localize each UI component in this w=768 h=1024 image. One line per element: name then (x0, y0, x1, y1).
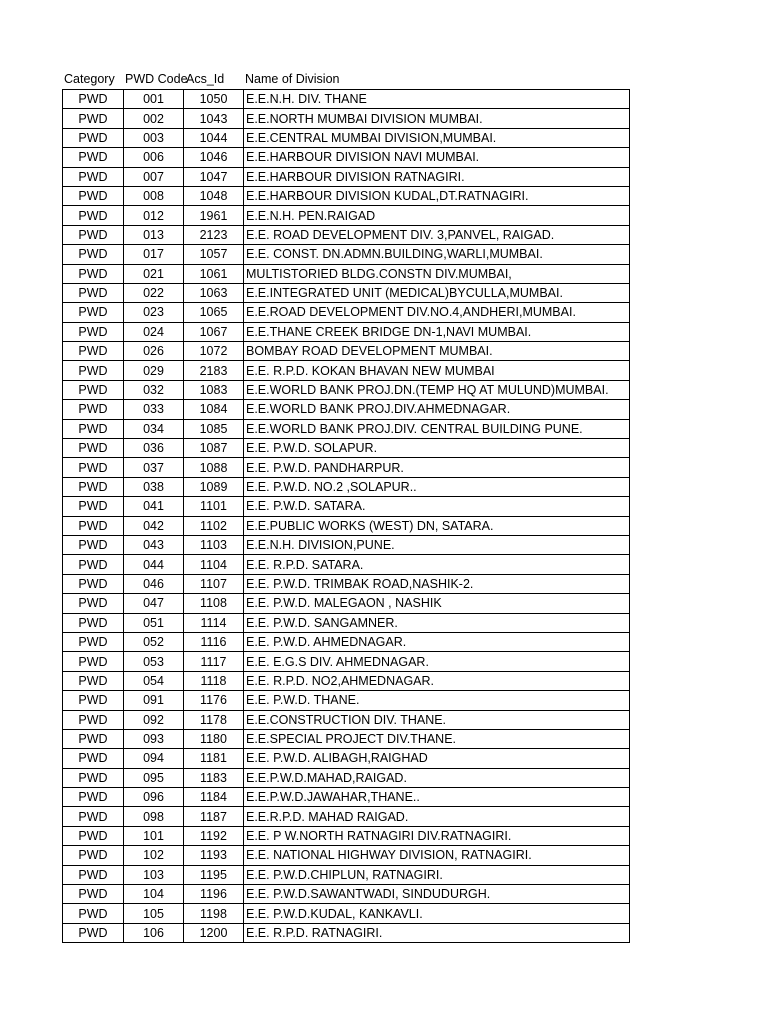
cell-pwd-code: 053 (124, 652, 184, 671)
cell-division-name: E.E. P.W.D. THANE. (244, 691, 630, 710)
cell-acs-id: 1063 (184, 283, 244, 302)
cell-acs-id: 1118 (184, 671, 244, 690)
cell-acs-id: 1044 (184, 128, 244, 147)
cell-pwd-code: 041 (124, 497, 184, 516)
cell-division-name: MULTISTORIED BLDG.CONSTN DIV.MUMBAI, (244, 264, 630, 283)
cell-pwd-code: 098 (124, 807, 184, 826)
cell-acs-id: 1183 (184, 768, 244, 787)
cell-category: PWD (63, 90, 124, 109)
table-row (63, 400, 630, 419)
cell-division-name: E.E. P.W.D. PANDHARPUR. (244, 458, 630, 477)
cell-pwd-code: 026 (124, 342, 184, 361)
table-row (63, 419, 630, 438)
header-name-of-division: Name of Division (245, 72, 340, 86)
table-row (63, 555, 630, 574)
table-row (63, 342, 630, 361)
cell-division-name: E.E.THANE CREEK BRIDGE DN-1,NAVI MUMBAI. (244, 322, 630, 341)
cell-division-name: E.E. R.P.D. RATNAGIRI. (244, 923, 630, 942)
cell-division-name: E.E. P W.NORTH RATNAGIRI DIV.RATNAGIRI. (244, 826, 630, 845)
cell-pwd-code: 036 (124, 439, 184, 458)
cell-acs-id: 1057 (184, 245, 244, 264)
cell-pwd-code: 037 (124, 458, 184, 477)
cell-pwd-code: 095 (124, 768, 184, 787)
cell-acs-id: 1117 (184, 652, 244, 671)
cell-pwd-code: 046 (124, 574, 184, 593)
cell-pwd-code: 034 (124, 419, 184, 438)
table-row (63, 148, 630, 167)
division-table (62, 89, 630, 943)
cell-category: PWD (63, 148, 124, 167)
cell-category: PWD (63, 128, 124, 147)
cell-acs-id: 1088 (184, 458, 244, 477)
cell-acs-id: 2123 (184, 225, 244, 244)
cell-category: PWD (63, 245, 124, 264)
cell-acs-id: 1048 (184, 186, 244, 205)
header-pwd-code: PWD Code (125, 72, 188, 86)
table-row (63, 671, 630, 690)
cell-acs-id: 1180 (184, 729, 244, 748)
cell-acs-id: 1102 (184, 516, 244, 535)
cell-pwd-code: 105 (124, 904, 184, 923)
cell-division-name: E.E.WORLD BANK PROJ.DIV.AHMEDNAGAR. (244, 400, 630, 419)
cell-division-name: E.E. P.W.D.KUDAL, KANKAVLI. (244, 904, 630, 923)
cell-division-name: E.E.PUBLIC WORKS (WEST) DN, SATARA. (244, 516, 630, 535)
cell-division-name: E.E. R.P.D. SATARA. (244, 555, 630, 574)
table-row (63, 710, 630, 729)
table-row (63, 167, 630, 186)
cell-category: PWD (63, 225, 124, 244)
cell-acs-id: 1087 (184, 439, 244, 458)
table-row (63, 380, 630, 399)
table-row (63, 632, 630, 651)
cell-division-name: E.E. P.W.D. SANGAMNER. (244, 613, 630, 632)
cell-category: PWD (63, 322, 124, 341)
cell-acs-id: 1181 (184, 749, 244, 768)
cell-category: PWD (63, 807, 124, 826)
cell-category: PWD (63, 632, 124, 651)
header-acs-id: Acs_Id (186, 72, 225, 86)
cell-pwd-code: 101 (124, 826, 184, 845)
cell-division-name: E.E. P.W.D. MALEGAON , NASHIK (244, 594, 630, 613)
cell-category: PWD (63, 167, 124, 186)
cell-pwd-code: 094 (124, 749, 184, 768)
cell-pwd-code: 008 (124, 186, 184, 205)
cell-pwd-code: 096 (124, 788, 184, 807)
cell-category: PWD (63, 788, 124, 807)
cell-division-name: E.E.WORLD BANK PROJ.DN.(TEMP HQ AT MULUND)MUMBAI. (244, 380, 630, 399)
cell-category: PWD (63, 555, 124, 574)
cell-acs-id: 1195 (184, 865, 244, 884)
table-row (63, 652, 630, 671)
cell-division-name: E.E.CONSTRUCTION DIV. THANE. (244, 710, 630, 729)
cell-pwd-code: 032 (124, 380, 184, 399)
division-sheet (62, 70, 630, 943)
cell-category: PWD (63, 710, 124, 729)
cell-acs-id: 1961 (184, 206, 244, 225)
cell-division-name: E.E.HARBOUR DIVISION RATNAGIRI. (244, 167, 630, 186)
cell-pwd-code: 104 (124, 885, 184, 904)
cell-acs-id: 1114 (184, 613, 244, 632)
cell-division-name: E.E. CONST. DN.ADMN.BUILDING,WARLI,MUMBAI. (244, 245, 630, 264)
cell-division-name: E.E. P.W.D. SATARA. (244, 497, 630, 516)
cell-division-name: BOMBAY ROAD DEVELOPMENT MUMBAI. (244, 342, 630, 361)
table-row (63, 477, 630, 496)
cell-division-name: E.E.CENTRAL MUMBAI DIVISION,MUMBAI. (244, 128, 630, 147)
cell-pwd-code: 021 (124, 264, 184, 283)
cell-division-name: E.E. P.W.D. ALIBAGH,RAIGHAD (244, 749, 630, 768)
cell-pwd-code: 091 (124, 691, 184, 710)
cell-acs-id: 1178 (184, 710, 244, 729)
cell-pwd-code: 013 (124, 225, 184, 244)
cell-acs-id: 1176 (184, 691, 244, 710)
cell-pwd-code: 051 (124, 613, 184, 632)
cell-acs-id: 1065 (184, 303, 244, 322)
cell-pwd-code: 103 (124, 865, 184, 884)
cell-acs-id: 1043 (184, 109, 244, 128)
table-row (63, 90, 630, 109)
cell-division-name: E.E. P.W.D. AHMEDNAGAR. (244, 632, 630, 651)
cell-acs-id: 1072 (184, 342, 244, 361)
table-row (63, 904, 630, 923)
table-row (63, 749, 630, 768)
cell-acs-id: 1107 (184, 574, 244, 593)
cell-acs-id: 2183 (184, 361, 244, 380)
cell-acs-id: 1104 (184, 555, 244, 574)
cell-category: PWD (63, 477, 124, 496)
cell-division-name: E.E.P.W.D.MAHAD,RAIGAD. (244, 768, 630, 787)
table-row (63, 574, 630, 593)
cell-acs-id: 1061 (184, 264, 244, 283)
cell-acs-id: 1084 (184, 400, 244, 419)
cell-pwd-code: 023 (124, 303, 184, 322)
cell-category: PWD (63, 691, 124, 710)
cell-division-name: E.E. R.P.D. NO2,AHMEDNAGAR. (244, 671, 630, 690)
cell-division-name: E.E. ROAD DEVELOPMENT DIV. 3,PANVEL, RAIGAD. (244, 225, 630, 244)
cell-category: PWD (63, 594, 124, 613)
cell-category: PWD (63, 652, 124, 671)
cell-category: PWD (63, 439, 124, 458)
cell-division-name: E.E.SPECIAL PROJECT DIV.THANE. (244, 729, 630, 748)
cell-pwd-code: 106 (124, 923, 184, 942)
cell-category: PWD (63, 613, 124, 632)
table-row (63, 439, 630, 458)
cell-acs-id: 1103 (184, 535, 244, 554)
table-row (63, 303, 630, 322)
cell-division-name: E.E.HARBOUR DIVISION KUDAL,DT.RATNAGIRI. (244, 186, 630, 205)
cell-division-name: E.E. R.P.D. KOKAN BHAVAN NEW MUMBAI (244, 361, 630, 380)
cell-division-name: E.E. P.W.D. TRIMBAK ROAD,NASHIK-2. (244, 574, 630, 593)
table-row (63, 264, 630, 283)
cell-category: PWD (63, 904, 124, 923)
cell-category: PWD (63, 380, 124, 399)
cell-division-name: E.E. E.G.S DIV. AHMEDNAGAR. (244, 652, 630, 671)
cell-category: PWD (63, 729, 124, 748)
cell-category: PWD (63, 885, 124, 904)
cell-pwd-code: 033 (124, 400, 184, 419)
cell-pwd-code: 047 (124, 594, 184, 613)
table-row (63, 245, 630, 264)
cell-acs-id: 1198 (184, 904, 244, 923)
cell-division-name: E.E.N.H. DIV. THANE (244, 90, 630, 109)
cell-category: PWD (63, 516, 124, 535)
cell-pwd-code: 017 (124, 245, 184, 264)
cell-acs-id: 1046 (184, 148, 244, 167)
header-row (62, 70, 630, 89)
cell-pwd-code: 001 (124, 90, 184, 109)
cell-pwd-code: 006 (124, 148, 184, 167)
cell-division-name: E.E.P.W.D.JAWAHAR,THANE.. (244, 788, 630, 807)
cell-pwd-code: 029 (124, 361, 184, 380)
table-row (63, 923, 630, 942)
table-row (63, 788, 630, 807)
cell-division-name: E.E.INTEGRATED UNIT (MEDICAL)BYCULLA,MUMBAI. (244, 283, 630, 302)
cell-acs-id: 1200 (184, 923, 244, 942)
cell-division-name: E.E.R.P.D. MAHAD RAIGAD. (244, 807, 630, 826)
cell-pwd-code: 093 (124, 729, 184, 748)
table-row (63, 865, 630, 884)
cell-category: PWD (63, 109, 124, 128)
table-row (63, 535, 630, 554)
cell-category: PWD (63, 535, 124, 554)
table-row (63, 691, 630, 710)
cell-category: PWD (63, 206, 124, 225)
table-row (63, 729, 630, 748)
cell-acs-id: 1047 (184, 167, 244, 186)
table-row (63, 283, 630, 302)
cell-category: PWD (63, 497, 124, 516)
cell-pwd-code: 092 (124, 710, 184, 729)
table-row (63, 826, 630, 845)
cell-pwd-code: 012 (124, 206, 184, 225)
cell-acs-id: 1085 (184, 419, 244, 438)
cell-acs-id: 1108 (184, 594, 244, 613)
cell-acs-id: 1089 (184, 477, 244, 496)
cell-category: PWD (63, 865, 124, 884)
cell-division-name: E.E. P.W.D. SOLAPUR. (244, 439, 630, 458)
table-row (63, 109, 630, 128)
table-row (63, 846, 630, 865)
cell-acs-id: 1067 (184, 322, 244, 341)
cell-category: PWD (63, 400, 124, 419)
table-row (63, 613, 630, 632)
cell-division-name: E.E.ROAD DEVELOPMENT DIV.NO.4,ANDHERI,MUMBAI. (244, 303, 630, 322)
table-row (63, 885, 630, 904)
table-row (63, 322, 630, 341)
cell-pwd-code: 043 (124, 535, 184, 554)
cell-category: PWD (63, 671, 124, 690)
cell-pwd-code: 052 (124, 632, 184, 651)
cell-division-name: E.E. P.W.D.SAWANTWADI, SINDUDURGH. (244, 885, 630, 904)
cell-pwd-code: 003 (124, 128, 184, 147)
cell-acs-id: 1050 (184, 90, 244, 109)
table-row (63, 497, 630, 516)
table-row (63, 361, 630, 380)
cell-pwd-code: 024 (124, 322, 184, 341)
table-row (63, 768, 630, 787)
table-row (63, 225, 630, 244)
header-category: Category (64, 72, 115, 86)
cell-pwd-code: 038 (124, 477, 184, 496)
table-row (63, 128, 630, 147)
cell-division-name: E.E. NATIONAL HIGHWAY DIVISION, RATNAGIRI. (244, 846, 630, 865)
cell-acs-id: 1184 (184, 788, 244, 807)
cell-division-name: E.E.WORLD BANK PROJ.DIV. CENTRAL BUILDING PUNE. (244, 419, 630, 438)
cell-pwd-code: 054 (124, 671, 184, 690)
cell-division-name: E.E. P.W.D. NO.2 ,SOLAPUR.. (244, 477, 630, 496)
cell-category: PWD (63, 458, 124, 477)
cell-category: PWD (63, 303, 124, 322)
cell-acs-id: 1192 (184, 826, 244, 845)
table-row (63, 516, 630, 535)
cell-category: PWD (63, 342, 124, 361)
cell-pwd-code: 002 (124, 109, 184, 128)
cell-pwd-code: 042 (124, 516, 184, 535)
cell-division-name: E.E.N.H. PEN.RAIGAD (244, 206, 630, 225)
cell-category: PWD (63, 186, 124, 205)
cell-division-name: E.E. P.W.D.CHIPLUN, RATNAGIRI. (244, 865, 630, 884)
cell-division-name: E.E.NORTH MUMBAI DIVISION MUMBAI. (244, 109, 630, 128)
cell-category: PWD (63, 923, 124, 942)
cell-category: PWD (63, 826, 124, 845)
table-row (63, 594, 630, 613)
table-row (63, 206, 630, 225)
cell-pwd-code: 102 (124, 846, 184, 865)
cell-category: PWD (63, 846, 124, 865)
cell-division-name: E.E.N.H. DIVISION,PUNE. (244, 535, 630, 554)
table-row (63, 186, 630, 205)
cell-category: PWD (63, 283, 124, 302)
cell-pwd-code: 007 (124, 167, 184, 186)
cell-category: PWD (63, 361, 124, 380)
cell-acs-id: 1116 (184, 632, 244, 651)
cell-division-name: E.E.HARBOUR DIVISION NAVI MUMBAI. (244, 148, 630, 167)
cell-category: PWD (63, 264, 124, 283)
table-row (63, 458, 630, 477)
cell-acs-id: 1187 (184, 807, 244, 826)
cell-pwd-code: 044 (124, 555, 184, 574)
cell-acs-id: 1101 (184, 497, 244, 516)
cell-category: PWD (63, 768, 124, 787)
cell-acs-id: 1196 (184, 885, 244, 904)
table-row (63, 807, 630, 826)
cell-pwd-code: 022 (124, 283, 184, 302)
cell-category: PWD (63, 574, 124, 593)
cell-acs-id: 1193 (184, 846, 244, 865)
cell-acs-id: 1083 (184, 380, 244, 399)
cell-category: PWD (63, 419, 124, 438)
cell-category: PWD (63, 749, 124, 768)
